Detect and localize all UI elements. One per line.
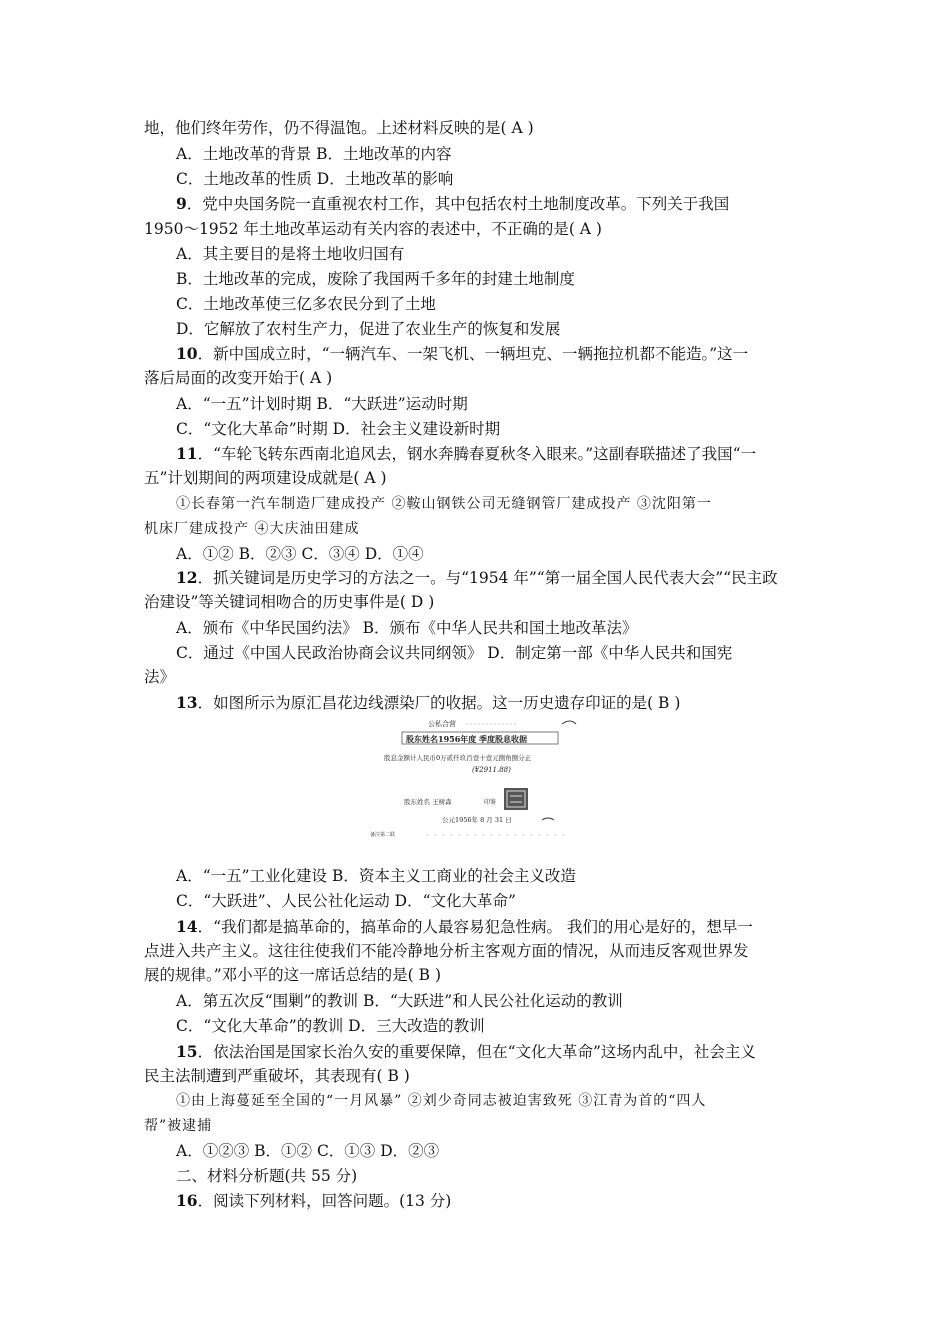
- receipt-figure: [366, 716, 590, 840]
- question-13: 13．如图所示为原汇昌花边线漂染厂的收据。这一历史遗存印证的是( B ): [176, 693, 681, 712]
- option-line: A．第五次反“围剿”的教训 B．“大跃进”和人民公社化运动的教训: [176, 992, 623, 1010]
- material-line: ①长春第一汽车制造厂建成投产 ②鞍山钢铁公司无缝钢管厂建成投产 ③沈阳第一: [176, 496, 712, 512]
- receipt-header: 公私合营: [428, 720, 456, 728]
- text-line: 落后局面的改变开始于( A ): [144, 369, 333, 387]
- option-line: D．它解放了农村生产力，促进了农业生产的恢复和发展: [176, 320, 561, 338]
- question-12: 12．抓关键词是历史学习的方法之一。与“1954 年”“第一届全国人民代表大会”“民主政: [176, 568, 778, 587]
- option-line: C．土地改革的性质 D．土地改革的影响: [176, 170, 454, 188]
- question-10: 10．新中国成立时，“一辆汽车、一架飞机、一辆坦克、一辆拖拉机都不能造。”这一: [176, 344, 749, 363]
- option-line: A．①②③ B．①② C．①③ D．②③: [176, 1142, 440, 1160]
- question-9: 9．党中央国务院一直重视农村工作，其中包括农村土地制度改革。下列关于我国: [176, 194, 730, 213]
- text-line: 1950～1952 年土地改革运动有关内容的表述中，不正确的是( A ): [144, 220, 602, 238]
- receipt-seal-label: 印鉴: [484, 799, 497, 806]
- text-line: 地，他们终年劳作，仍不得温饱。上述材料反映的是( A ): [144, 119, 534, 137]
- option-line: C．通过《中国人民政治协商会议共同纲领》 D．制定第一部《中华人民共和国宪: [176, 644, 733, 662]
- option-line: C．“文化大革命”的教训 D．三大改造的教训: [176, 1017, 485, 1035]
- option-line: A．“一五”工业化建设 B．资本主义工商业的社会主义改造: [176, 867, 576, 885]
- text-line: 点进入共产主义。这往往使我们不能冷静地分析主客观方面的情况，从而违反客观世界发: [144, 942, 749, 960]
- receipt-date: 公元1956年 8 月 31 日: [442, 816, 512, 824]
- option-line: C．“大跃进”、人民公社化运动 D．“文化大革命”: [176, 892, 516, 910]
- text-line: 五”计划期间的两项建设成就是( A ): [144, 469, 387, 487]
- option-line: A．“一五”计划时期 B．“大跃进”运动时期: [176, 395, 468, 413]
- section-heading: 二、材料分析题(共 55 分): [176, 1167, 358, 1185]
- question-11: 11．“车轮飞转东西南北追风去，钢水奔腾春夏秋冬入眼来。”这副春联描述了我国“一: [176, 444, 757, 463]
- material-line: ①由上海蔓延至全国的“一月风暴” ②刘少奇同志被迫害致死 ③江青为首的“四人: [176, 1093, 707, 1109]
- question-16: 16．阅读下列材料，回答问题。(13 分): [176, 1191, 452, 1210]
- receipt-amount-figure: (¥2911.88): [472, 766, 511, 774]
- receipt-shareholder: 股东姓名 王树森: [404, 798, 452, 806]
- question-14: 14．“我们都是搞革命的，搞革命的人最容易犯急性病。 我们的用心是好的，想早一: [176, 917, 753, 936]
- option-line: A．其主要目的是将土地收归国有: [176, 245, 405, 263]
- option-line: A．土地改革的背景 B．土地改革的内容: [176, 145, 452, 163]
- text-line: 法》: [144, 668, 176, 686]
- receipt-title: 股东姓名1956年度 季度股息收据: [406, 734, 528, 744]
- receipt-image: [366, 716, 590, 840]
- question-15: 15．依法治国是国家长治久安的重要保障，但在“文化大革命”这场内乱中，社会主义: [176, 1042, 756, 1061]
- material-line: 帮”被逮捕: [144, 1118, 213, 1134]
- option-line: A．颁布《中华民国约法》 B．颁布《中华人民共和国土地改革法》: [176, 619, 638, 637]
- receipt-amount: 股息金额计人民币0万贰仟玖百壹十壹元捌角捌分正: [384, 754, 532, 762]
- option-line: C．土地改革使三亿多农民分到了土地: [176, 295, 436, 313]
- text-line: 民主法制遭到严重破坏，其表现有( B ): [144, 1067, 410, 1085]
- option-line: B．土地改革的完成，废除了我国两千多年的封建土地制度: [176, 270, 575, 288]
- option-line: C．“文化大革命”时期 D．社会主义建设新时期: [176, 420, 501, 438]
- option-line: A．①② B．②③ C．③④ D．①④: [176, 545, 424, 563]
- text-line: 治建设”等关键词相吻合的历史事件是( D ): [144, 593, 435, 611]
- text-line: 展的规律。”邓小平的这一席话总结的是( B ): [144, 966, 442, 984]
- receipt-footer: 备注第二联: [370, 832, 396, 838]
- material-line: 机床厂建成投产 ④大庆油田建成: [144, 521, 360, 537]
